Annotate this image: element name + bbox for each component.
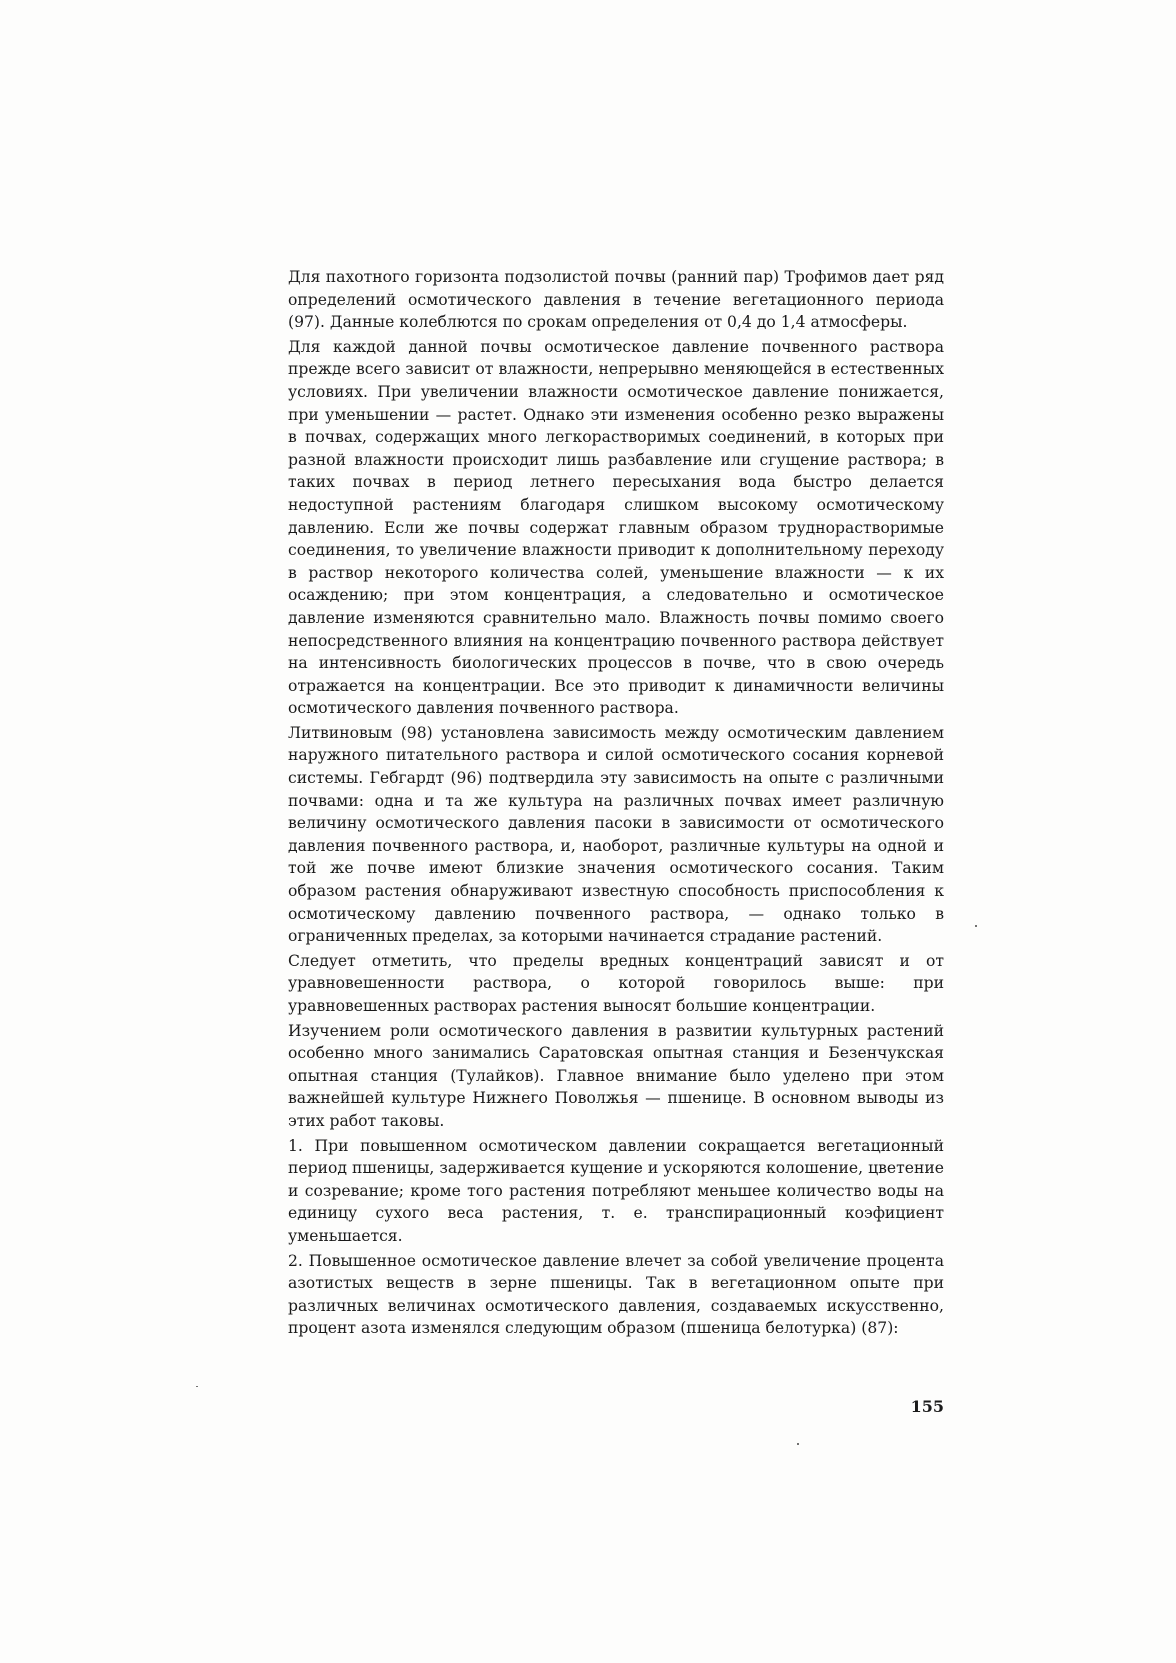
paragraph-1: Для пахотного горизонта подзолистой почвы (ранний пар) Трофимов дает ряд определений осмотического давления в течение вегетационного периода (97). Данные колеблются по срокам определения от 0,4 до 1,4 атмосферы. <box>288 268 944 332</box>
scan-speck <box>797 1443 799 1445</box>
paragraph-2: Для каждой данной почвы осмотическое давление почвенного раствора прежде всего зависит от влажности, непрерывно меняющейся в естественных условиях. При увеличении влажности осмотическое давление понижается, при уменьшении — растет. Однако эти изменения особенно резко выражены в почвах, содержащих много легкорастворимых соединений, в которых при разной влажности происходит лишь разбавление или сгущение раствора; в таких почвах в период летнего пересыхания вода быстро делается недоступной растениям благодаря слишком высокому осмотическому давлению. Если же почвы содержат главным образом труднорастворимые соединения, то увеличение влажности приводит к дополнительному переходу в раствор некоторого количества солей, уменьшение влажности — к их осаждению; при этом концентрация, а следовательно и осмотическое давление изменяются сравнительно мало. Влажность почвы помимо своего непосредственного влияния на концентрацию почвенного раствора действует на интенсивность биологических процессов в почве, что в свою очередь отражается на концентрации. Все это приводит к динамичности величины осмотического давления почвенного раствора. <box>288 337 944 718</box>
paragraph-7: 2. Повышенное осмотическое давление влечет за собой увеличение процента азотистых веществ в зерне пшеницы. Так в вегетационном опыте при различных величинах осмотического давления, создаваемых искусственно, процент азота изменялся следующим образом (пшеница белотурка) (87): <box>288 1251 944 1338</box>
scan-speck <box>975 925 977 927</box>
page-number: 155 <box>910 1397 944 1416</box>
paragraph-3: Литвиновым (98) установлена зависимость между осмотическим давлением наружного питательного раствора и силой осмотического сосания корневой системы. Гебгардт (96) подтвердила эту зависимость на опыте с различными почвами: одна и та же культура на различных почвах имеет различную величину осмотического давления пасоки в зависимости от осмотического давления почвенного раствора, и, наоборот, различные культуры на одной и той же почве имеют близкие значения осмотического сосания. Таким образом растения обнаруживают известную способность приспособления к осмотическому давлению почвенного раствора, — однако только в ограниченных пределах, за которыми начинается страдание растений. <box>288 723 944 946</box>
paragraph-6: 1. При повышенном осмотическом давлении сокращается вегетационный период пшеницы, задерживается кущение и ускоряются колошение, цветение и созревание; кроме того растения потребляют меньшее количество воды на единицу сухого веса растения, т. е. транспирационный коэфициент уменьшается. <box>288 1136 944 1245</box>
body-text <box>288 266 944 1340</box>
paragraph-4: Следует отметить, что пределы вредных концентраций зависят и от уравновешенности раствора, о которой говорилось выше: при уравновешенных растворах растения выносят большие концентрации. <box>288 951 944 1015</box>
paragraph-5: Изучением роли осмотического давления в развитии культурных растений особенно много занимались Саратовская опытная станция и Безенчукская опытная станция (Тулайков). Главное внимание было уделено при этом важнейшей культуре Нижнего Поволжья — пшенице. В основном выводы из этих работ таковы. <box>288 1021 944 1130</box>
scan-speck <box>196 1386 198 1387</box>
